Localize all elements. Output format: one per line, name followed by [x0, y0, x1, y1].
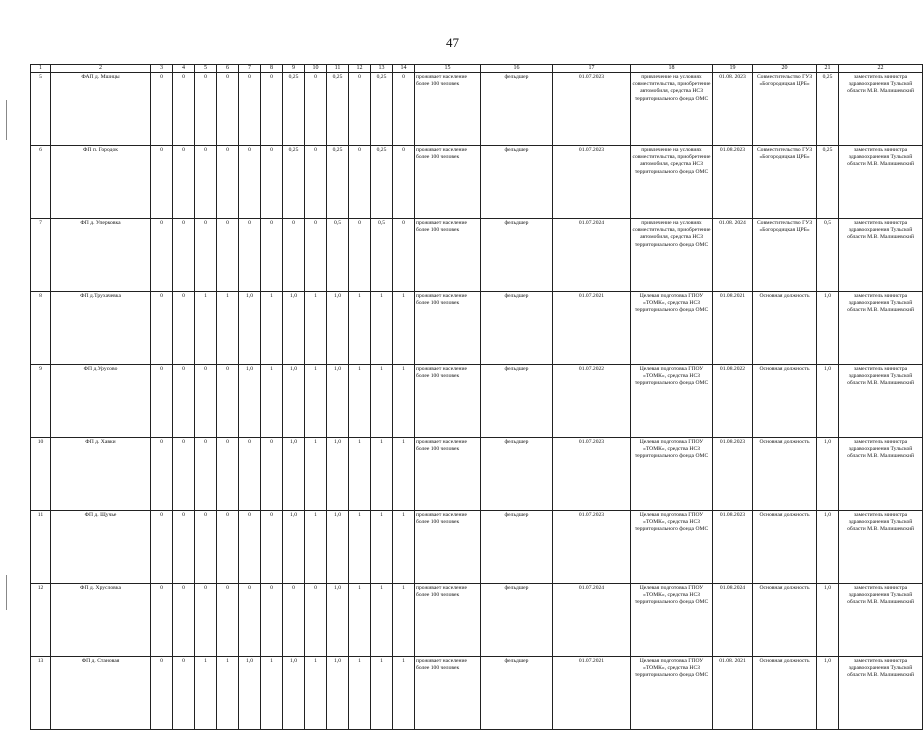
employment-cell: Основная должность	[753, 365, 817, 438]
staff-rate-cell: 0	[217, 584, 239, 657]
staff-rate-cell: 1	[349, 438, 371, 511]
date-cell: 01.07.2023	[553, 511, 631, 584]
staff-rate-cell: 1	[305, 292, 327, 365]
row-number-cell: 9	[31, 365, 51, 438]
staff-rate-cell: 0	[261, 219, 283, 292]
measure-cell: Целевая подготовка ГПОУ «ТОМК», средства НСЗ территориального фонда ОМС	[631, 584, 713, 657]
deadline-cell: 01.08.2023	[713, 146, 753, 219]
position-cell: фельдшер	[481, 438, 553, 511]
staff-rate-cell: 0	[261, 73, 283, 146]
column-number-cell: 10	[305, 65, 327, 73]
responsible-cell: заместитель министра здравоохранения Тульской области М.В. Малишевский	[839, 73, 923, 146]
facility-name-cell: ФП д.Урусово	[51, 365, 151, 438]
facility-name-cell: ФП д. Уперковка	[51, 219, 151, 292]
staff-rate-cell: 0,25	[371, 146, 393, 219]
deadline-cell: 01.08.2024	[713, 584, 753, 657]
staff-rate-cell: 0	[305, 146, 327, 219]
deadline-cell: 01.08.2021	[713, 292, 753, 365]
staff-rate-cell: 0	[151, 584, 173, 657]
position-cell: фельдшер	[481, 146, 553, 219]
staff-rate-cell: 0	[195, 511, 217, 584]
staff-rate-cell: 0	[173, 438, 195, 511]
rate-cell: 1,0	[817, 584, 839, 657]
employment-cell: Основная должность	[753, 438, 817, 511]
rate-cell: 0,25	[817, 73, 839, 146]
table-row	[31, 657, 923, 730]
facility-name-cell: ФП п. Городок	[51, 146, 151, 219]
table-row	[31, 292, 923, 365]
reason-cell: проживает население более 100 человек	[415, 657, 481, 730]
row-number-cell: 7	[31, 219, 51, 292]
staff-rate-cell: 1	[195, 292, 217, 365]
deadline-cell: 01.08. 2023	[713, 73, 753, 146]
reason-cell: проживает население более 100 человек	[415, 146, 481, 219]
staff-rate-cell: 1	[393, 584, 415, 657]
date-cell: 01.07.2021	[553, 292, 631, 365]
column-number-cell: 16	[481, 65, 553, 73]
employment-cell: Основная должность	[753, 511, 817, 584]
measure-cell: Целевая подготовка ГПОУ «ТОМК», средства НСЗ территориального фонда ОМС	[631, 511, 713, 584]
staff-rate-cell: 1,0	[327, 438, 349, 511]
employment-cell: Совместительство ГУЗ «Богородицкая ЦРБ»	[753, 219, 817, 292]
date-cell: 01.07.2021	[553, 657, 631, 730]
staff-rate-cell: 0	[261, 511, 283, 584]
staff-rate-cell: 0	[173, 219, 195, 292]
table-body	[31, 65, 923, 730]
measure-cell: Целевая подготовка ГПОУ «ТОМК», средства НСЗ территориального фонда ОМС	[631, 438, 713, 511]
column-number-cell: 1	[31, 65, 51, 73]
staff-rate-cell: 0,25	[283, 146, 305, 219]
staff-rate-cell: 0	[239, 73, 261, 146]
page-number: 47	[446, 35, 459, 50]
rate-cell: 0,25	[817, 146, 839, 219]
responsible-cell: заместитель министра здравоохранения Тульской области М.В. Малишевский	[839, 584, 923, 657]
responsible-cell: заместитель министра здравоохранения Тульской области М.В. Малишевский	[839, 365, 923, 438]
staff-rate-cell: 0	[173, 292, 195, 365]
position-cell: фельдшер	[481, 584, 553, 657]
staff-rate-cell: 0	[151, 365, 173, 438]
staff-rate-cell: 0	[195, 365, 217, 438]
staff-rate-cell: 0,25	[371, 73, 393, 146]
measure-cell: Целевая подготовка ГПОУ «ТОМК», средства НСЗ территориального фонда ОМС	[631, 657, 713, 730]
staff-rate-cell: 0	[217, 511, 239, 584]
row-number-cell: 13	[31, 657, 51, 730]
responsible-cell: заместитель министра здравоохранения Тульской области М.В. Малишевский	[839, 438, 923, 511]
column-number-row	[31, 65, 923, 73]
staff-rate-cell: 0	[239, 438, 261, 511]
position-cell: фельдшер	[481, 292, 553, 365]
column-number-cell: 21	[817, 65, 839, 73]
staff-rate-cell: 0	[393, 73, 415, 146]
reason-cell: проживает население более 100 человек	[415, 292, 481, 365]
staff-rate-cell: 1	[349, 292, 371, 365]
staff-rate-cell: 0,25	[283, 73, 305, 146]
deadline-cell: 01.08.2023	[713, 438, 753, 511]
staff-rate-cell: 1	[261, 657, 283, 730]
responsible-cell: заместитель министра здравоохранения Тульской области М.В. Малишевский	[839, 511, 923, 584]
column-number-cell: 22	[839, 65, 923, 73]
rate-cell: 1,0	[817, 365, 839, 438]
staff-rate-cell: 1,0	[283, 657, 305, 730]
left-edge-mark	[6, 100, 7, 140]
staff-rate-cell: 1,0	[327, 584, 349, 657]
staff-rate-cell: 0	[173, 73, 195, 146]
reason-cell: проживает население более 100 человек	[415, 73, 481, 146]
column-number-cell: 18	[631, 65, 713, 73]
staff-rate-cell: 1	[349, 365, 371, 438]
row-number-cell: 5	[31, 73, 51, 146]
measure-cell: Целевая подготовка ГПОУ «ТОМК», средства НСЗ территориального фонда ОМС	[631, 365, 713, 438]
date-cell: 01.07.2022	[553, 365, 631, 438]
staff-rate-cell: 0	[283, 219, 305, 292]
staff-rate-cell: 1,0	[239, 657, 261, 730]
staff-rate-cell: 1	[371, 438, 393, 511]
staff-rate-cell: 0,25	[327, 73, 349, 146]
staff-rate-cell: 0	[151, 438, 173, 511]
column-number-cell: 15	[415, 65, 481, 73]
staff-rate-cell: 0	[151, 146, 173, 219]
measure-cell: привлечение на условиях совместительства, приобретение автомобиля, средства НСЗ территориального фонда ОМС	[631, 219, 713, 292]
date-cell: 01.07.2023	[553, 438, 631, 511]
rate-cell: 1,0	[817, 511, 839, 584]
staff-rate-cell: 1	[305, 657, 327, 730]
staff-rate-cell: 0	[173, 511, 195, 584]
staff-rate-cell: 0	[217, 146, 239, 219]
table-row	[31, 584, 923, 657]
staff-rate-cell: 1	[371, 365, 393, 438]
staff-rate-cell: 0	[217, 73, 239, 146]
staff-rate-cell: 1,0	[283, 292, 305, 365]
staff-rate-cell: 0	[349, 73, 371, 146]
column-number-cell: 2	[51, 65, 151, 73]
staff-rate-cell: 0	[173, 657, 195, 730]
rate-cell: 1,0	[817, 657, 839, 730]
staff-rate-cell: 0	[305, 219, 327, 292]
date-cell: 01.07.2023	[553, 146, 631, 219]
staff-rate-cell: 1	[349, 657, 371, 730]
staff-rate-cell: 0	[239, 219, 261, 292]
table-row	[31, 438, 923, 511]
staff-rate-cell: 1	[305, 511, 327, 584]
staff-rate-cell: 1	[393, 657, 415, 730]
staff-rate-cell: 1	[305, 365, 327, 438]
employment-cell: Основная должность	[753, 657, 817, 730]
column-number-cell: 19	[713, 65, 753, 73]
staff-rate-cell: 0	[393, 146, 415, 219]
staff-rate-cell: 0	[239, 146, 261, 219]
date-cell: 01.07.2023	[553, 73, 631, 146]
staff-rate-cell: 1,0	[327, 365, 349, 438]
staff-rate-cell: 0	[349, 219, 371, 292]
staff-rate-cell: 0	[151, 292, 173, 365]
employment-cell: Основная должность	[753, 292, 817, 365]
deadline-cell: 01.08.2023	[713, 511, 753, 584]
staff-rate-cell: 1,0	[327, 292, 349, 365]
staff-rate-cell: 0	[151, 511, 173, 584]
staff-rate-cell: 0	[393, 219, 415, 292]
staff-rate-cell: 1,0	[283, 438, 305, 511]
staff-rate-cell: 1	[393, 292, 415, 365]
staff-rate-cell: 0	[261, 438, 283, 511]
staff-rate-cell: 0	[283, 584, 305, 657]
staff-rate-cell: 1,0	[283, 511, 305, 584]
staff-rate-cell: 0	[151, 219, 173, 292]
staff-rate-cell: 1	[393, 511, 415, 584]
measure-cell: привлечение на условиях совместительства, приобретение автомобиля, средства НСЗ территориального фонда ОМС	[631, 73, 713, 146]
staff-rate-cell: 1	[261, 365, 283, 438]
staff-rate-cell: 1	[217, 657, 239, 730]
staff-rate-cell: 0	[195, 146, 217, 219]
responsible-cell: заместитель министра здравоохранения Тульской области М.В. Малишевский	[839, 219, 923, 292]
staff-rate-cell: 0	[349, 146, 371, 219]
position-cell: фельдшер	[481, 511, 553, 584]
staff-rate-cell: 0	[195, 438, 217, 511]
facility-name-cell: ФП д. Хрусловка	[51, 584, 151, 657]
measure-cell: привлечение на условиях совместительства, приобретение автомобиля, средства НСЗ территориального фонда ОМС	[631, 146, 713, 219]
facility-name-cell: ФП д.Трухачевка	[51, 292, 151, 365]
staff-rate-cell: 1	[371, 657, 393, 730]
row-number-cell: 8	[31, 292, 51, 365]
staff-rate-cell: 0,5	[327, 219, 349, 292]
column-number-cell: 12	[349, 65, 371, 73]
staff-rate-cell: 1,0	[239, 292, 261, 365]
column-number-cell: 7	[239, 65, 261, 73]
responsible-cell: заместитель министра здравоохранения Тульской области М.В. Малишевский	[839, 657, 923, 730]
column-number-cell: 14	[393, 65, 415, 73]
staff-rate-cell: 1,0	[327, 657, 349, 730]
reason-cell: проживает население более 100 человек	[415, 438, 481, 511]
column-number-cell: 20	[753, 65, 817, 73]
responsible-cell: заместитель министра здравоохранения Тульской области М.В. Малишевский	[839, 292, 923, 365]
rate-cell: 1,0	[817, 438, 839, 511]
position-cell: фельдшер	[481, 219, 553, 292]
staff-rate-cell: 0	[217, 438, 239, 511]
position-cell: фельдшер	[481, 657, 553, 730]
rate-cell: 0,5	[817, 219, 839, 292]
staff-rate-cell: 0	[261, 584, 283, 657]
staff-rate-cell: 0	[217, 365, 239, 438]
reason-cell: проживает население более 100 человек	[415, 219, 481, 292]
responsible-cell: заместитель министра здравоохранения Тульской области М.В. Малишевский	[839, 146, 923, 219]
row-number-cell: 6	[31, 146, 51, 219]
table-row	[31, 146, 923, 219]
reason-cell: проживает население более 100 человек	[415, 365, 481, 438]
staff-rate-cell: 1	[393, 438, 415, 511]
staff-rate-cell: 0	[173, 584, 195, 657]
deadline-cell: 01.08. 2021	[713, 657, 753, 730]
table-row	[31, 219, 923, 292]
staff-rate-cell: 1	[217, 292, 239, 365]
employment-cell: Совместительство ГУЗ «Богородицкая ЦРБ»	[753, 73, 817, 146]
table-row	[31, 511, 923, 584]
row-number-cell: 11	[31, 511, 51, 584]
staff-rate-cell: 1	[261, 292, 283, 365]
staff-rate-cell: 0	[239, 511, 261, 584]
facility-name-cell: ФП д. Становая	[51, 657, 151, 730]
reason-cell: проживает население более 100 человек	[415, 511, 481, 584]
employment-cell: Совместительство ГУЗ «Богородицкая ЦРБ»	[753, 146, 817, 219]
staff-rate-cell: 1	[393, 365, 415, 438]
staff-rate-cell: 1,0	[239, 365, 261, 438]
position-cell: фельдшер	[481, 365, 553, 438]
date-cell: 01.07.2024	[553, 219, 631, 292]
deadline-cell: 01.08.2022	[713, 365, 753, 438]
staff-rate-cell: 0	[217, 219, 239, 292]
staff-rate-cell: 1	[371, 584, 393, 657]
staff-rate-cell: 1,0	[327, 511, 349, 584]
table-row	[31, 365, 923, 438]
row-number-cell: 12	[31, 584, 51, 657]
column-number-cell: 6	[217, 65, 239, 73]
staff-rate-cell: 0	[195, 584, 217, 657]
staff-rate-cell: 1	[371, 511, 393, 584]
facility-name-cell: ФП д. Щучье	[51, 511, 151, 584]
rate-cell: 1,0	[817, 292, 839, 365]
staff-rate-cell: 1	[349, 511, 371, 584]
staff-rate-cell: 0	[305, 584, 327, 657]
column-number-cell: 8	[261, 65, 283, 73]
staff-rate-cell: 0	[195, 219, 217, 292]
staff-rate-cell: 0	[151, 657, 173, 730]
staff-rate-cell: 1	[371, 292, 393, 365]
staff-rate-cell: 0	[173, 365, 195, 438]
staff-rate-cell: 1	[305, 438, 327, 511]
staff-rate-cell: 0	[261, 146, 283, 219]
staff-rate-cell: 1,0	[283, 365, 305, 438]
column-number-cell: 13	[371, 65, 393, 73]
staff-rate-cell: 1	[349, 584, 371, 657]
column-number-cell: 17	[553, 65, 631, 73]
staff-rate-cell: 0	[305, 73, 327, 146]
left-edge-mark	[6, 575, 7, 610]
staff-rate-cell: 0	[173, 146, 195, 219]
date-cell: 01.07.2024	[553, 584, 631, 657]
staff-rate-cell: 0,25	[327, 146, 349, 219]
column-number-cell: 4	[173, 65, 195, 73]
column-number-cell: 3	[151, 65, 173, 73]
column-number-cell: 9	[283, 65, 305, 73]
staff-rate-cell: 0,5	[371, 219, 393, 292]
employment-cell: Основная должность	[753, 584, 817, 657]
staffing-plan-table	[30, 64, 923, 730]
staff-rate-cell: 0	[151, 73, 173, 146]
facility-name-cell: ФАП д. Мшицы	[51, 73, 151, 146]
facility-name-cell: ФП д. Хавки	[51, 438, 151, 511]
measure-cell: Целевая подготовка ГПОУ «ТОМК», средства НСЗ территориального фонда ОМС	[631, 292, 713, 365]
column-number-cell: 11	[327, 65, 349, 73]
table-row	[31, 73, 923, 146]
column-number-cell: 5	[195, 65, 217, 73]
deadline-cell: 01.08. 2024	[713, 219, 753, 292]
row-number-cell: 10	[31, 438, 51, 511]
reason-cell: проживает население более 100 человек	[415, 584, 481, 657]
staff-rate-cell: 0	[195, 73, 217, 146]
position-cell: фельдшер	[481, 73, 553, 146]
staff-rate-cell: 0	[239, 584, 261, 657]
staff-rate-cell: 1	[195, 657, 217, 730]
